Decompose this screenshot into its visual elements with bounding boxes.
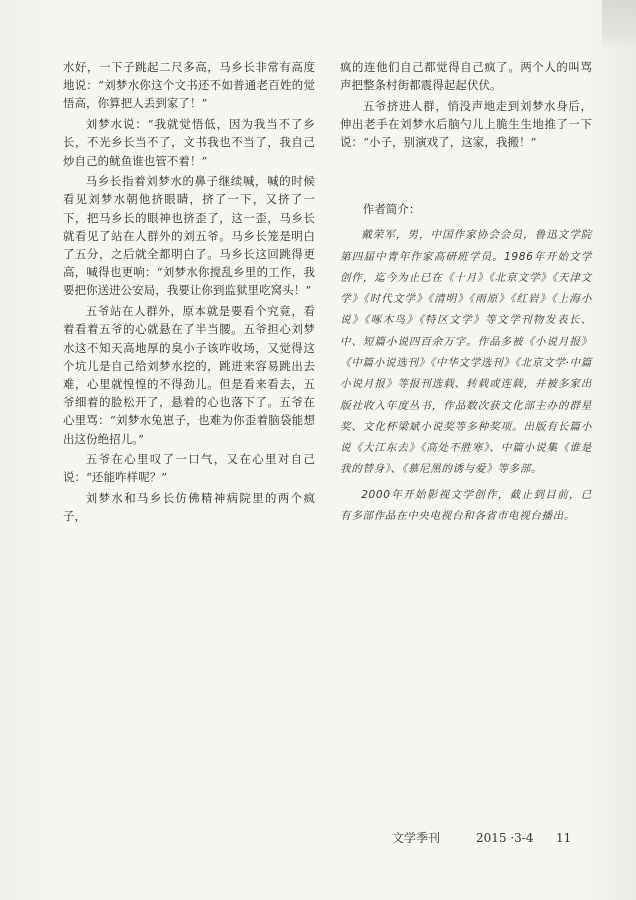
section-gap [340, 154, 592, 200]
author-bio-paragraph: 2000年开始影视文学创作，截止到目前，已有多部作品在中央电视台和各省市电视台播出。 [340, 488, 592, 523]
body-paragraph: 五爷站在人群外，原本就是要看个究竟，看着看着五爷的心就悬在了半当腰。五爷担心刘梦水这不知天高地厚的臭小子该咋收场，又觉得这个坑儿是自己给刘梦水挖的，跳进来容易跳出去难，心里就惶惶的不得劲儿。但是看来看去，五爷细着的脸松开了，悬着的心也落下了。五爷在心里骂：“刘梦水兔崽子，也难为你歪着脑袋能想出这份绝招儿。” [63, 304, 315, 446]
left-column [63, 58, 315, 528]
issue-number: 2015 ·3-4 [476, 831, 534, 845]
body-paragraph: 水好，一下子跳起二尺多高，马乡长非常有高度地说：“刘梦水你这个文书还不如普通老百姓的觉悟高，你算把人丢到家了！” [63, 60, 315, 111]
author-bio-paragraph: 戴荣军，男，中国作家协会会员，鲁迅文学院第四届中青年作家高研班学员。1986年开始文学创作，迄今为止已在《十月》《北京文学》《天津文学》《时代文学》《清明》《雨原》《红岩》《上海小说》《啄木鸟》《特区文学》等文学刊物发表长、中、短篇小说四百余万字。作品多被《小说月报》《中篇小说选刊》《中华文学选刊》《北京文学·中篇小说月报》等报刊选载、转载或连载，并被多家出版社收入年度丛书，作品数次获文化部主办的群星奖、文化杯梁斌小说奖等多种奖项。出版有长篇小说《大江东去》《高处不胜寒》、中篇小说集《谁是我的替身》、《慕尼黑的诱与爱》等多部。 [340, 229, 592, 476]
page-footer [392, 829, 571, 846]
body-paragraph: 五爷挤进人群，悄没声地走到刘梦水身后，伸出老手在刘梦水后脑勺儿上脆生生地推了一下说：“小子，别演戏了，这家，我搬！” [340, 98, 592, 150]
author-bio-heading: 作者简介： [362, 202, 421, 217]
body-paragraph: 刘梦水说：“我就觉悟低，因为我当不了乡长，不光乡长当不了，文书我也不当了，我自己炒自己的鱿鱼谁也管不着！” [63, 117, 315, 168]
right-column [340, 58, 592, 531]
scan-shadow [602, 0, 636, 50]
page-number: 11 [556, 831, 572, 845]
body-paragraph: 疯的连他们自己都觉得自己疯了。两个人的叫骂声把整条村街都震得起起伏伏。 [340, 60, 592, 93]
body-paragraph: 马乡长指着刘梦水的鼻子继续喊，喊的时候看见刘梦水朝他挤眼睛，挤了一下，又挤了一下，把马乡长的眼神也挤歪了，这一歪，马乡长就看见了站在人群外的刘五爷。马乡长笼是明白了五分，之后就全都明白了。马乡长这回跳得更高，喊得也更响：“刘梦水你搅乱乡里的工作，我要把你送进公安局，我要让你到监狱里吃窝头！” [63, 174, 315, 298]
body-paragraph: 五爷在心里叹了一口气，又在心里对自己说：“还能咋样呢？” [63, 452, 315, 485]
body-paragraph: 刘梦水和马乡长仿佛精神病院里的两个疯子， [63, 491, 315, 524]
journal-name: 文学季刊 [392, 831, 441, 845]
